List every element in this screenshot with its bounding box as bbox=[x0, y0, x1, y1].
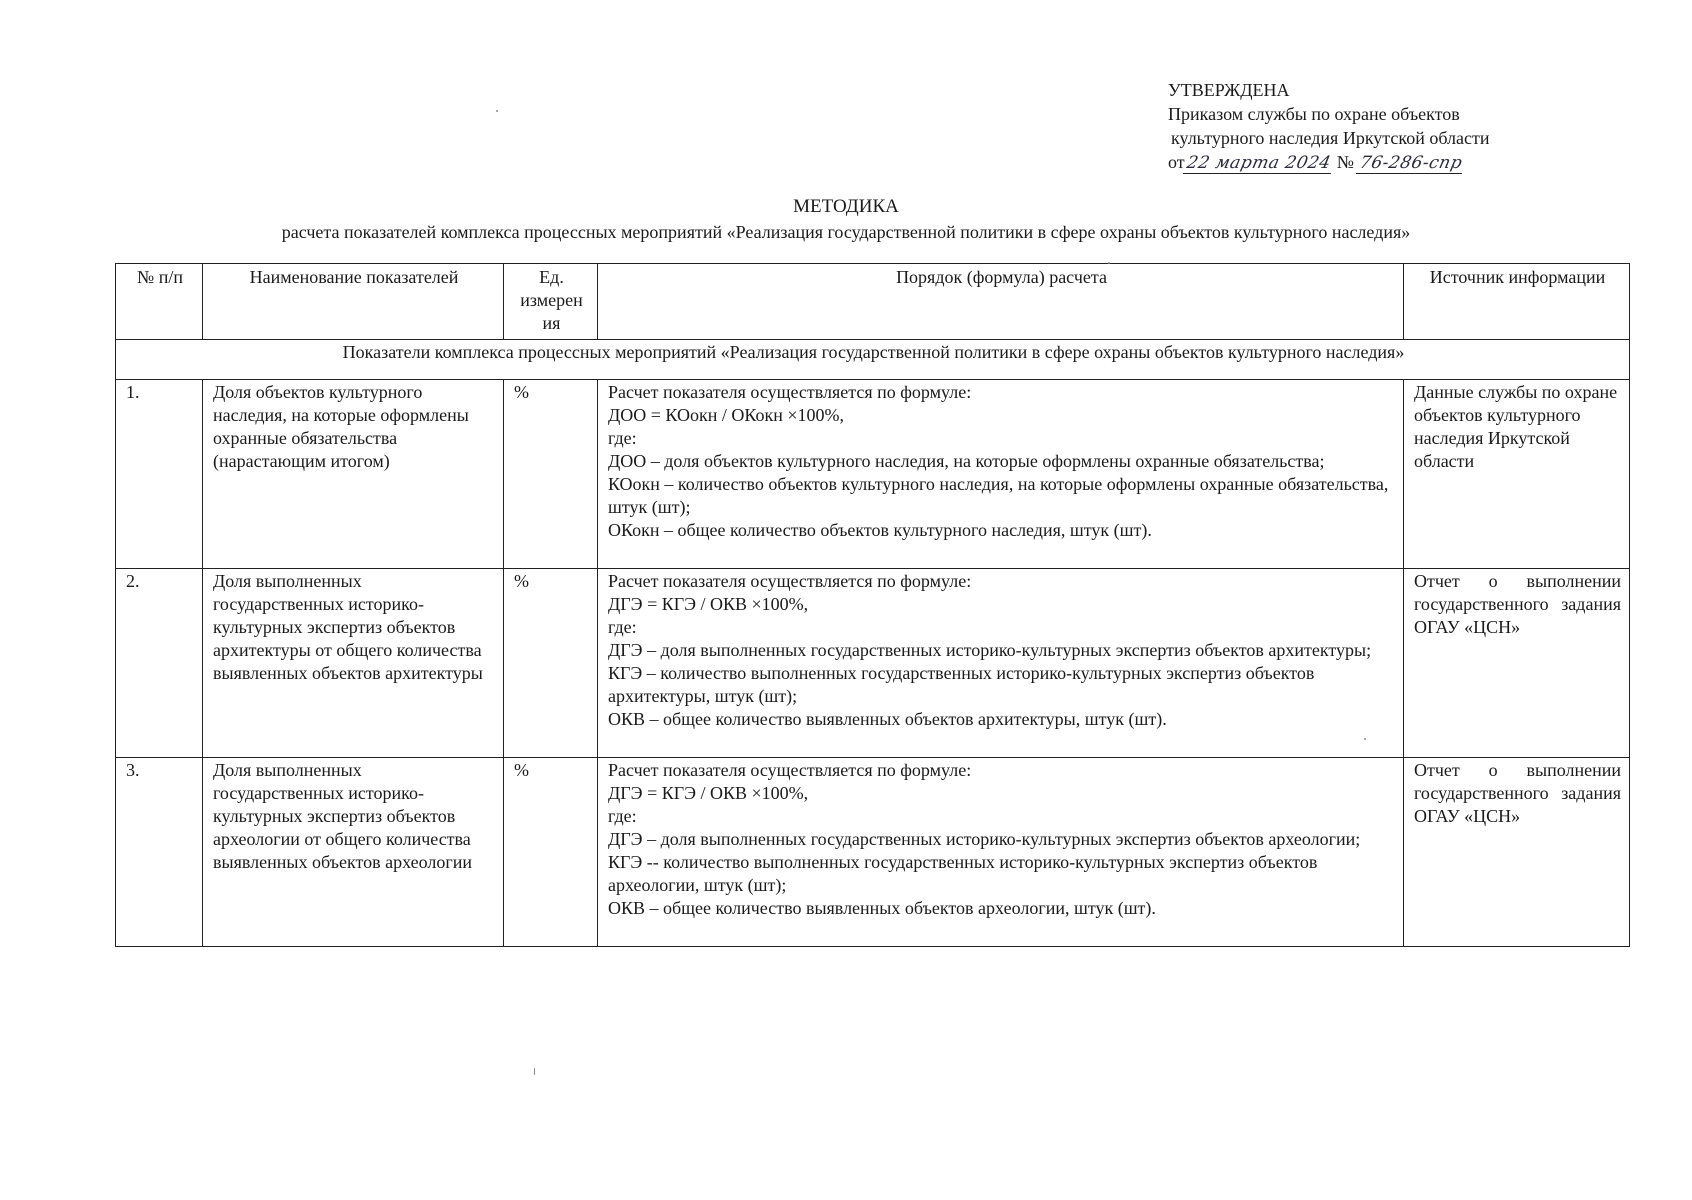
section-title: Показатели комплекса процессных мероприятий «Реализация государственной политики в сфере охраны объектов культурного наследия» bbox=[116, 340, 1630, 380]
table-row bbox=[116, 758, 1630, 947]
source-cell: Отчет о выполнении государственного задания ОГАУ «ЦСН» bbox=[1404, 569, 1630, 758]
formula-line: ОКВ – общее количество выявленных объектов архитектуры, штук (шт). bbox=[608, 709, 1167, 729]
table-header-row bbox=[116, 264, 1630, 340]
scan-speck bbox=[1364, 738, 1366, 740]
approval-block bbox=[1168, 78, 1588, 174]
unit-cell: % bbox=[504, 758, 598, 947]
header-name: Наименование показателей bbox=[203, 264, 504, 340]
header-unit: Ед. измерен ия bbox=[504, 264, 598, 340]
formula-line: где: bbox=[608, 617, 637, 637]
approval-from-label: от bbox=[1168, 152, 1185, 172]
approval-heading: УТВЕРЖДЕНА bbox=[1168, 80, 1290, 100]
methodology-table bbox=[115, 263, 1630, 947]
unit-cell: % bbox=[504, 380, 598, 569]
row-number: 1. bbox=[116, 380, 203, 569]
formula-cell bbox=[598, 380, 1404, 569]
formula-line: ДОО – доля объектов культурного наследия, на которые оформлены охранные обязательства; bbox=[608, 451, 1325, 471]
formula-line: Расчет показателя осуществляется по формуле: bbox=[608, 382, 972, 402]
formula-line: Расчет показателя осуществляется по формуле: bbox=[608, 760, 972, 780]
header-formula: Порядок (формула) расчета bbox=[598, 264, 1404, 340]
formula-cell bbox=[598, 758, 1404, 947]
scan-speck bbox=[496, 110, 498, 112]
formula-line: где: bbox=[608, 806, 637, 826]
handwritten-number: 76-286-спр bbox=[1356, 153, 1466, 174]
approval-date-line bbox=[1168, 150, 1588, 174]
section-row bbox=[116, 340, 1630, 380]
formula-line: ОКВ – общее количество выявленных объектов археологии, штук (шт). bbox=[608, 898, 1156, 918]
approval-number-label: № bbox=[1336, 152, 1354, 172]
document-title: МЕТОДИКА bbox=[793, 196, 899, 217]
approval-line-1: Приказом службы по охране объектов bbox=[1168, 104, 1460, 124]
formula-line: КГЭ – количество выполненных государственных историко-культурных экспертиз объектов архитектуры, штук (шт); bbox=[608, 663, 1315, 706]
formula-cell bbox=[598, 569, 1404, 758]
source-cell: Отчет о выполнении государственного задания ОГАУ «ЦСН» bbox=[1404, 758, 1630, 947]
formula-line: ОКокн – общее количество объектов культурного наследия, штук (шт). bbox=[608, 520, 1152, 540]
document-subtitle: расчета показателей комплекса процессных мероприятий «Реализация государственной политики в сфере охраны объектов культурного наследия» bbox=[281, 222, 1411, 242]
formula-line: где: bbox=[608, 428, 637, 448]
formula-line: ДГЭ – доля выполненных государственных историко-культурных экспертиз объектов архитектуры; bbox=[608, 640, 1372, 660]
indicator-name: Доля объектов культурного наследия, на которые оформлены охранные обязательства (нарастающим итогом) bbox=[203, 380, 504, 569]
source-cell: Данные службы по охране объектов культурного наследия Иркутской области bbox=[1404, 380, 1630, 569]
unit-cell: % bbox=[504, 569, 598, 758]
formula-line: КОокн – количество объектов культурного наследия, на которые оформлены охранные обязательства, штук (шт); bbox=[608, 474, 1389, 517]
table-row bbox=[116, 380, 1630, 569]
header-source: Источник информации bbox=[1404, 264, 1630, 340]
table-row bbox=[116, 569, 1630, 758]
formula-line: ДГЭ = КГЭ / ОКВ ×100%, bbox=[608, 783, 809, 803]
formula-line: КГЭ -- количество выполненных государственных историко-культурных экспертиз объектов археологии, штук (шт); bbox=[608, 852, 1318, 895]
formula-line: ДГЭ – доля выполненных государственных историко-культурных экспертиз объектов археологии; bbox=[608, 829, 1361, 849]
scan-speck bbox=[1108, 262, 1110, 264]
formula-line: ДОО = КОокн / ОКокн ×100%, bbox=[608, 405, 844, 425]
row-number: 2. bbox=[116, 569, 203, 758]
scan-speck bbox=[534, 1068, 535, 1075]
row-number: 3. bbox=[116, 758, 203, 947]
header-num: № п/п bbox=[116, 264, 203, 340]
indicator-name: Доля выполненных государственных историко-культурных экспертиз объектов археологии от общего количества выявленных объектов археологии bbox=[203, 758, 504, 947]
formula-line: Расчет показателя осуществляется по формуле: bbox=[608, 571, 972, 591]
indicator-name: Доля выполненных государственных историко-культурных экспертиз объектов архитектуры от общего количества выявленных объектов архитектуры bbox=[203, 569, 504, 758]
formula-line: ДГЭ = КГЭ / ОКВ ×100%, bbox=[608, 594, 809, 614]
approval-line-2: культурного наследия Иркутской области bbox=[1171, 128, 1490, 148]
handwritten-date: 22 марта 2024 bbox=[1182, 153, 1334, 174]
